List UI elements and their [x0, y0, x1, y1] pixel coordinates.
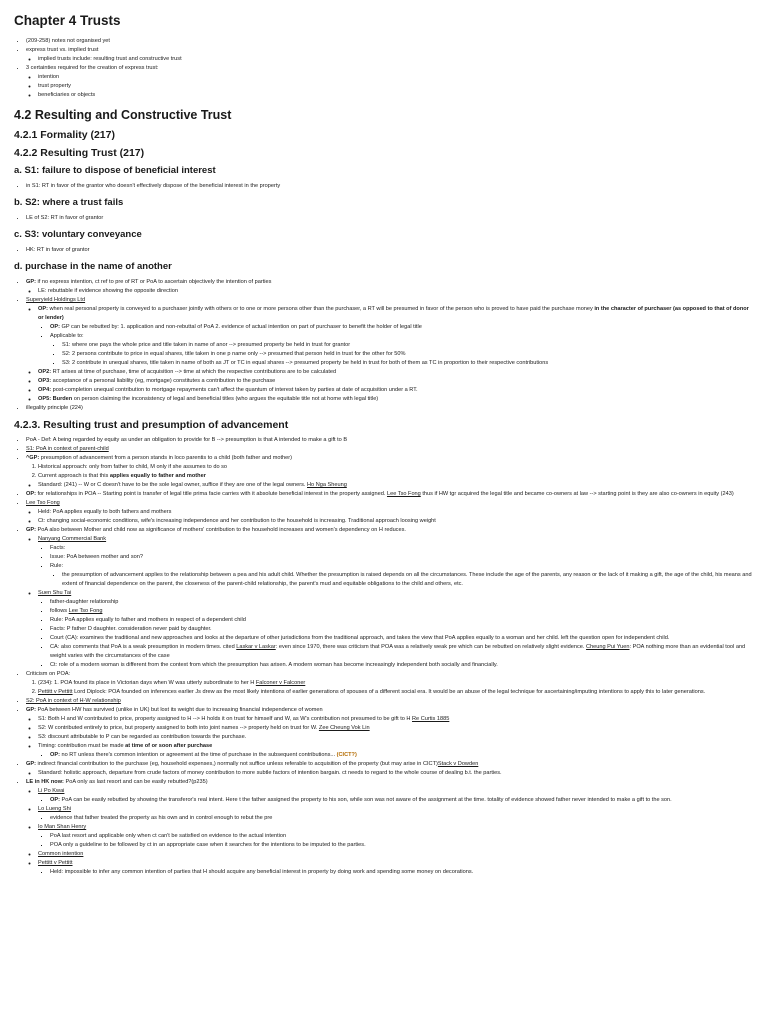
list-text: Applicable to:: [50, 333, 84, 339]
list-text: no RT unless there's common intention or agreement at the time of purchase in the subsequent contributions...: [59, 752, 337, 758]
list-item: [38, 859, 755, 877]
list-item: [50, 562, 755, 589]
list-item: ◦ Standard: holistic approach, departure from crude factors of money contribution to more subtle factors of intention bargain. ct needs to regard to the whole course of dealing b.t. the parties.: [38, 769, 755, 778]
case-name: Lee Tso Fong: [68, 608, 103, 614]
list-item: [38, 787, 755, 805]
list-text: : POA nothing more than an evidential tool and weight varies with the circumstances of the case: [50, 644, 746, 659]
list-item: [50, 643, 755, 661]
subsection-heading: a. S1: failure to dispose of beneficial interest: [14, 165, 216, 176]
list-item: [26, 526, 755, 670]
list-item: [50, 323, 755, 332]
list-item: ▪ Facts: P father D daughter. consideration never paid by daughter.: [50, 625, 755, 634]
gp-label: GP:: [26, 761, 36, 767]
list-item: • HK: RT in favor of grantor: [26, 246, 755, 255]
list-item: [38, 724, 755, 733]
le-label: LE in HK now:: [26, 779, 64, 785]
list-text: Rule:: [50, 563, 64, 569]
case-name: Lee Tso Fong: [386, 491, 421, 497]
subsection-heading: b. S2: where a trust fails: [14, 197, 124, 208]
list-item: [38, 535, 755, 589]
gp-label: GP:: [26, 707, 36, 713]
list-item: [26, 670, 755, 697]
list-item: • S1: PoA in context of parent-child: [26, 445, 755, 454]
list-text: on person claiming the inconsistency of legal and beneficial titles (who argues the equitable title not at home with legal title): [72, 396, 379, 402]
list-item: ▪ Ct: role of a modern woman is different from the context from which the presumption has arisen. A modern woman has become increasingly independent both socially and financially.: [50, 661, 755, 670]
emphasis-text: in the character of purchaser (as opposed to that of donor or lender): [38, 306, 749, 321]
case-name: Ho Nga Sheung: [307, 482, 347, 488]
section-heading: 4.2 Resulting and Constructive Trust: [14, 108, 232, 122]
list-text: (234): 1. POA found its place in Victorian days when W was utterly subordinate to her H: [38, 680, 256, 686]
list-item: [38, 805, 755, 823]
list-item: ◦ LE: rebuttable if evidence showing the opposite direction: [38, 287, 755, 296]
case-name: Zee Cheung Vok Lin: [318, 725, 370, 731]
op-label: OP4:: [38, 387, 52, 393]
list-item: [38, 368, 755, 377]
op-label: OP:: [38, 306, 48, 312]
list-text: Standard: (241) -- W or C doesn't have to be the sole legal owner, suffice if they are one of the legal owners.: [38, 482, 307, 488]
list-text: CA: also comments that PoA is a weak presumption in modern times. cited: [50, 644, 237, 650]
list-item: ▪ Court (CA): examines the traditional and new approaches and looks at the departure of other jurisdictions from the traditional approach, and takes the view that PoA applies equally to a woman and her child. left the question open for independent child.: [50, 634, 755, 643]
list-item: • (209-258) notes not organised yet: [26, 37, 755, 46]
list-text: Timing: contribution must be made: [38, 743, 126, 749]
list-item: ▪ Issue: PoA between mother and son?: [50, 553, 755, 562]
list-item: [26, 760, 755, 778]
case-name: Stack v Dowden: [437, 761, 479, 767]
list-text: PoA can be easily rebutted by showing the transferor's real intent. Here t the father assigned the property to his son, while son was not aware of the assignment at the time. totality of evidence showed father never intended to make a gift to the son.: [59, 797, 672, 803]
list-text: : even since 1970, there was criticism that POA was a relatively weak pre which can be rebutted on relatively slight evidence.: [275, 644, 587, 650]
list-text: acceptance of a personal liability (eg, mortgage) constitutes a contribution to the purchase: [51, 378, 276, 384]
chapter-title: Chapter 4 Trusts: [14, 13, 121, 28]
list-item: [26, 454, 755, 490]
list-item: [38, 679, 755, 688]
list-item: • in S1: RT in favor of the grantor who doesn't effectively dispose of the beneficial interest in the property: [26, 182, 755, 191]
section-heading: 4.2.3. Resulting trust and presumption of advancement: [14, 419, 289, 431]
list-text: GP can be rebutted by: 1. application and non-rebuttal of PoA 2. evidence of actual intention on part of purchaser to benefit the holder of legal title: [59, 324, 422, 330]
case-name: Re Curtis 1885: [412, 716, 450, 722]
subsection-heading: c. S3: voluntary conveyance: [14, 229, 142, 240]
emphasis-text: at time of or soon after purchase: [125, 743, 213, 749]
op-label: OP3:: [38, 378, 52, 384]
case-name: Cheung Pui Yuen: [586, 644, 630, 650]
case-name: Superyield Holdings Ltd: [26, 297, 86, 303]
list-item: [26, 278, 755, 296]
advancement-list: [14, 436, 755, 877]
emphasis-text: applies equally to father and mother: [109, 473, 206, 479]
list-text: 3 certainties required for the creation of express trust:: [26, 65, 159, 71]
case-name: Lo Lueng Shi: [38, 806, 71, 812]
list-text: S2: W contributed entirely to price, but property assigned to both into joint names --> property held on trust for W.: [38, 725, 319, 731]
list-text: S1: Both H and W contributed to price, property assigned to H --> H holds it on trust for himself and W, as W's contribution not presumed to be gift to H: [38, 716, 413, 722]
list-item: [38, 386, 755, 395]
list-text: express trust vs. implied trust: [26, 47, 99, 53]
list-text: PoA between HW has survived (unlike in UK) but lost its weight due to increasing financial independence of women: [35, 707, 323, 713]
case-name: Suen Shu Tai: [38, 590, 72, 596]
list-item: [26, 490, 755, 499]
list-item: • S2: PoA in context of H-W relationship: [26, 697, 755, 706]
case-name: Li Po Kwai: [38, 788, 65, 794]
list-item: [38, 305, 755, 368]
list-text: PoA only as last resort and can be easily rebutted?(p235): [63, 779, 208, 785]
case-name: Lee Tso Fong: [26, 500, 60, 506]
list-item: ▪ S1: where one pays the whole price and title taken in name of anor --> presumed property be held in trust for grantor: [62, 341, 755, 350]
list-item: [38, 715, 755, 724]
list-item: ◦ beneficiaries or objects: [38, 91, 755, 100]
list-item: [26, 46, 755, 64]
list-item: ◦ implied trusts include: resulting trust and constructive trust: [38, 55, 755, 64]
intro-list: [14, 37, 755, 100]
list-item: [26, 64, 755, 100]
section-heading: 4.2.1 Formality (217): [14, 129, 115, 141]
op-label: OP5: Burden: [38, 396, 73, 402]
list-item: ▪ Facts:: [50, 544, 755, 553]
list-item: ◦ trust property: [38, 82, 755, 91]
list-item: [50, 751, 755, 760]
list-item: [38, 688, 755, 697]
list-item: [38, 472, 755, 481]
list-text: for relationships in POA -- Starting point is transfer of legal title prima facie carries with it absolute beneficial interest in the property assigned.: [35, 491, 387, 497]
list-item: ▪ POA only a guideline to be followed by ct in an appropriate case when it searches for the intentions to be imputed to the parties.: [50, 841, 755, 850]
list-item: [38, 481, 755, 490]
op-label: OP:: [50, 324, 60, 330]
list-item: • LE of S2: RT in favor of grantor: [26, 214, 755, 223]
list-text: presumption of advancement from a person stands in loco parentis to a child (both father and mother): [39, 455, 293, 461]
op-label: OP2:: [38, 369, 52, 375]
list-item: ▪ father-daughter relationship: [50, 598, 755, 607]
list-item: [26, 499, 755, 526]
list-text: post-completion unequal contribution to mortgage repayments can't affect the quantum of interest taken by parties at date of acquisition under a RT.: [51, 387, 418, 393]
purchase-list: [14, 278, 755, 413]
list-text: when real personal property is conveyed to a purchaser jointly with others or to one or more persons other than the purchaser, a RT will be presumed in favor of the person who is proved to have paid the purchase money: [47, 306, 595, 312]
section-heading: 4.2.2 Resulting Trust (217): [14, 147, 145, 159]
list-text: follows: [50, 608, 69, 614]
case-name: Pettitt v Pettitt: [38, 860, 73, 866]
list-text: Current approach is that this: [38, 473, 110, 479]
list-item: ▪ evidence that father treated the property as his own and in control enough to rebut the pre: [50, 814, 755, 823]
case-name: Falconer v Falconer: [255, 680, 306, 686]
list-item: ◦ Held: PoA applies equally to both fathers and mothers: [38, 508, 755, 517]
highlight-text: (CICT?): [336, 752, 357, 758]
op-label: OP:: [26, 491, 36, 497]
case-name: Io Man Shan Henry: [38, 824, 87, 830]
list-item: ▪ Rule: PoA applies equally to father and mothers in respect of a dependent child: [50, 616, 755, 625]
list-item: ▪ S3: 2 contribute in unequal shares, title taken in name of both as JT or TC in equal shares --> presumed property be held in trust for both of them as TC in proportion to their respective contributions: [62, 359, 755, 368]
subsection-heading: d. purchase in the name of another: [14, 261, 172, 272]
list-item: [50, 607, 755, 616]
list-item: ▪ the presumption of advancement applies to the relationship between a pea and his adult child. Whether the presumption is raised depends on all the circumstances. These include the age of the parents, any reason or the lack of it making a gift, the age of the child, his means and extent of financial dependence on the parent, the closeness of the parent-child relationship, the parent's mud and equitable obligations to the child and others, etc.: [62, 571, 755, 589]
list-item: [50, 796, 755, 805]
gp-label: GP:: [26, 279, 36, 285]
list-item: ◦ intention: [38, 73, 755, 82]
case-name: Pettitt v Pettitt: [38, 689, 73, 695]
gp-label: ^GP:: [26, 455, 40, 461]
case-name: Laskar v Laskar: [236, 644, 276, 650]
list-item: [50, 332, 755, 368]
case-name: Nanyang Commercial Bank: [38, 536, 107, 542]
op-label: OP:: [50, 797, 60, 803]
list-item: • illegality principle (224): [26, 404, 755, 413]
list-item: 1. Historical approach: only from father to child, M only if she assumes to do so: [38, 463, 755, 472]
list-item: ◦ Common intention: [38, 850, 755, 859]
list-text: PoA also between Mother and child now as significance of mothers' contribution to the household increases and women's dependency on H reduces.: [35, 527, 406, 533]
list-item: ▪ Held: impossible to infer any common intention of parties that H should acquire any beneficial interest in property by doing work and spending some money on decorations.: [50, 868, 755, 877]
op-label: OP:: [50, 752, 60, 758]
list-item: [38, 742, 755, 760]
list-text: if no express intention, ct ref to pre of RT or PoA to ascertain objectively the intention of parties: [35, 279, 272, 285]
list-item: ▪ S2: 2 persons contribute to price in equal shares, title taken in one p name only --> presumed that person held in trust for the other for 50%: [62, 350, 755, 359]
list-item: [38, 589, 755, 670]
list-item: [26, 778, 755, 877]
list-item: ◦ Ct: changing social-economic conditions, wife's increasing independence and her contribution to the household is increasing. Traditional approach loosing weight: [38, 517, 755, 526]
list-item: [26, 296, 755, 404]
gp-label: GP:: [26, 527, 36, 533]
list-item: ▪ PoA last resort and applicable only when ct can't be satisfied on evidence to the actual intention: [50, 832, 755, 841]
list-text: thus if HW tgr acquired the legal title and became co-owners at law --> starting point is they are also co-owners in equity (243): [420, 491, 734, 497]
list-item: [38, 395, 755, 404]
list-item: [38, 377, 755, 386]
list-item: [38, 823, 755, 850]
list-item: • PoA - Def: A being regarded by equity as under an obligation to provide for B --> presumption is that A intended to make a gift to B: [26, 436, 755, 445]
list-text: Criticism on POA:: [26, 671, 71, 677]
list-text: RT arises at time of purchase, time of acquisition --> time at which the respective contributions are to be calculated: [51, 369, 337, 375]
list-item: [26, 706, 755, 760]
list-text: indirect financial contribution to the purchase (eg, household expenses,) normally not suffice unless referable to acquisition of the property (but may arise in CICT): [35, 761, 438, 767]
list-item: ◦ S3: discount attributable to P can be regarded as contribution towards the purchase.: [38, 733, 755, 742]
list-text: Lord Diplock: POA founded on inferences earlier Js drew as the most likely intentions of earlier generations of spouses of a different social era. It would be an abuse of the legal technique for ascertaining/imputing intentions to apply this to later generations.: [72, 689, 706, 695]
